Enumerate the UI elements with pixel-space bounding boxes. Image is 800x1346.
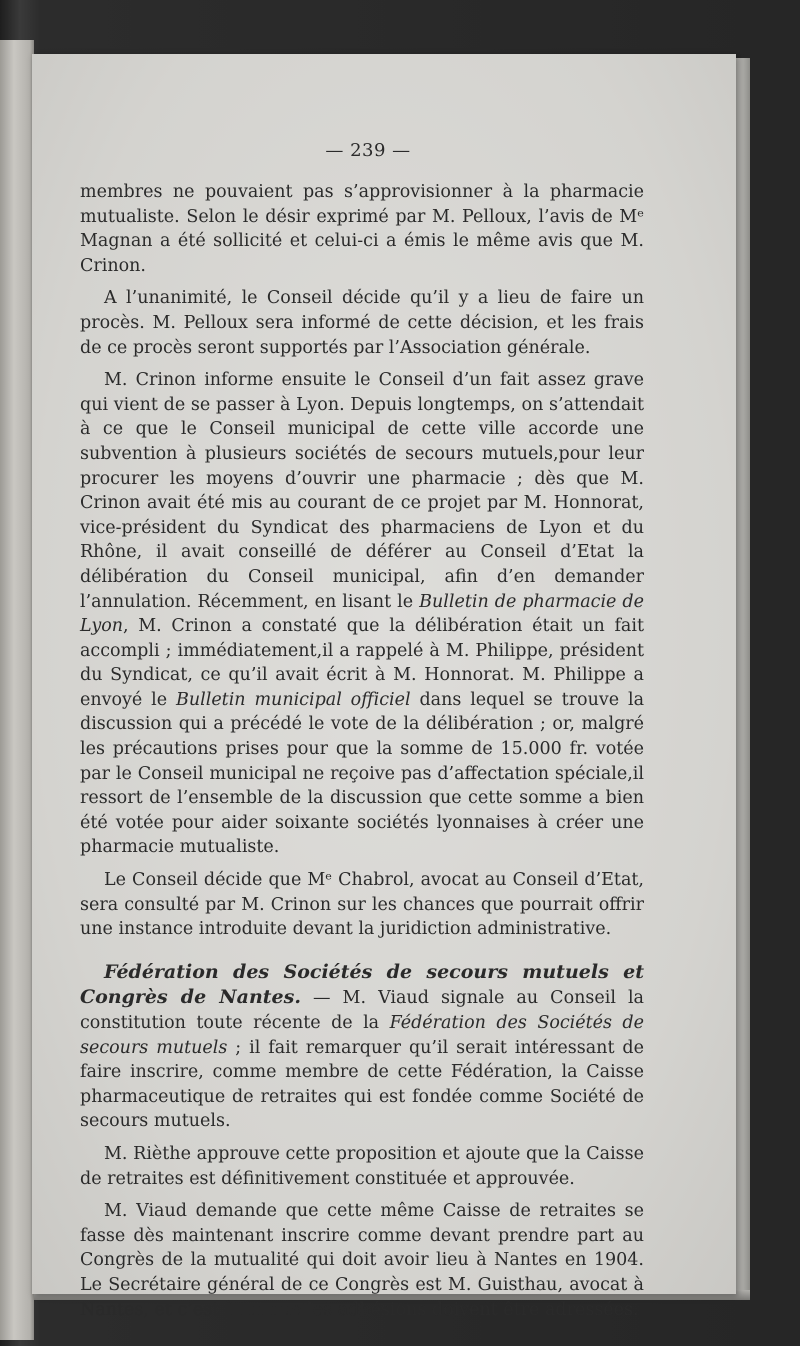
paragraph-decision-proces: A l’unanimité, le Conseil décide qu’il y a lieu de faire un procès. M. Pelloux sera informé de cette décision, et les frais de ce procès seront supportés par l’Association générale. — [80, 288, 644, 358]
paragraph-federation — [80, 960, 644, 1134]
paragraph-congres-nantes: M. Viaud demande que cette même Caisse de retraites se fasse dès maintenant inscrire comme devant prendre part au Congrès de la mutualité qui doit avoir lieu à Nantes en 1904. Le Secrétaire général de ce Congrès est M. Guisthau, avocat à Nantes, et c’est à lui que les adhésions doivent être adressées. — [80, 1201, 644, 1320]
page-number: — 239 — — [325, 140, 411, 161]
paragraph-federation-text-b: ; il fait remarquer qu’il serait intéressant de faire inscrire, comme membre de cette Fédération, la Caisse pharmaceutique de retraites qui est fondée comme Société de secours mutuels. — [80, 1037, 644, 1132]
paragraph-continuation: membres ne pouvaient pas s’approvisionner à la pharmacie mutualiste. Selon le désir exprimé par M. Pelloux, l’avis de Mᵉ Magnan a été sollicité et celui-ci a émis le même avis que M. Crinon. — [80, 182, 644, 276]
paragraph-lyon-affair — [80, 368, 644, 860]
federation-title: Fédération des Sociétés de secours mutuels — [80, 1013, 644, 1058]
paragraph-chabrol: Le Conseil décide que Mᵉ Chabrol, avocat au Conseil d’Etat, sera consulté par M. Crinon sur les chances que pourrait offrir une instance introduite devant la juridiction administrative. — [80, 870, 644, 940]
paragraph-lyon-text-a: M. Crinon informe ensuite le Conseil d’un fait assez grave qui vient de se passer à Lyon. Depuis longtemps, on s’attendait à ce que le Conseil municipal de cette ville accorde une subvention à plusieurs sociétés de secours mutuels,pour leur procurer les moyens d’ouvrir une pharmacie ; dès que M. Crinon avait été mis au courant de ce projet par M. Honnorat, vice-président du Syndicat des pharmaciens de Lyon et du Rhône, il avait conseillé de déférer au Conseil d’Etat la délibération du Conseil municipal, afin d’en demander l’annulation. Récemment, en lisant le — [80, 370, 644, 612]
paragraph-lyon-text-b: , M. Crinon a constaté que la délibération était un fait accompli ; immédiatement,il a rappelé à M. Philippe, président du Syndicat, ce qu’il avait écrit à M. Honnorat. M. Philippe a envoyé le — [80, 616, 644, 710]
paragraph-riethe: M. Rièthe approuve cette proposition et ajoute que la Caisse de retraites est définitivement constituée et approuvée. — [80, 1143, 644, 1189]
previous-page-edge — [0, 40, 34, 1340]
paragraph-lyon-text-c: dans lequel se trouve la discussion qui a précédé le vote de la délibération ; or, malgré les précautions prises pour que la somme de 15.000 fr. votée par le Conseil municipal ne reçoive pas d’affectation spéciale,il ressort de l’ensemble de la discussion que cette somme a bien été votée pour aider soixante sociétés lyonnaises à créer une pharmacie mutualiste. — [80, 689, 645, 858]
bulletin-pharmacie-title: Bulletin de pharmacie de Lyon — [80, 591, 644, 637]
page-body — [80, 180, 644, 1330]
paragraph-federation-text-a: — M. Viaud signale au Conseil la constitution toute récente de la — [80, 988, 644, 1033]
page-stack-edge-right — [734, 58, 750, 1294]
bulletin-municipal-title: Bulletin municipal officiel — [176, 689, 411, 710]
section-heading-federation: Fédération des Sociétés de secours mutuels et Congrès de Nantes. — [80, 960, 644, 1009]
